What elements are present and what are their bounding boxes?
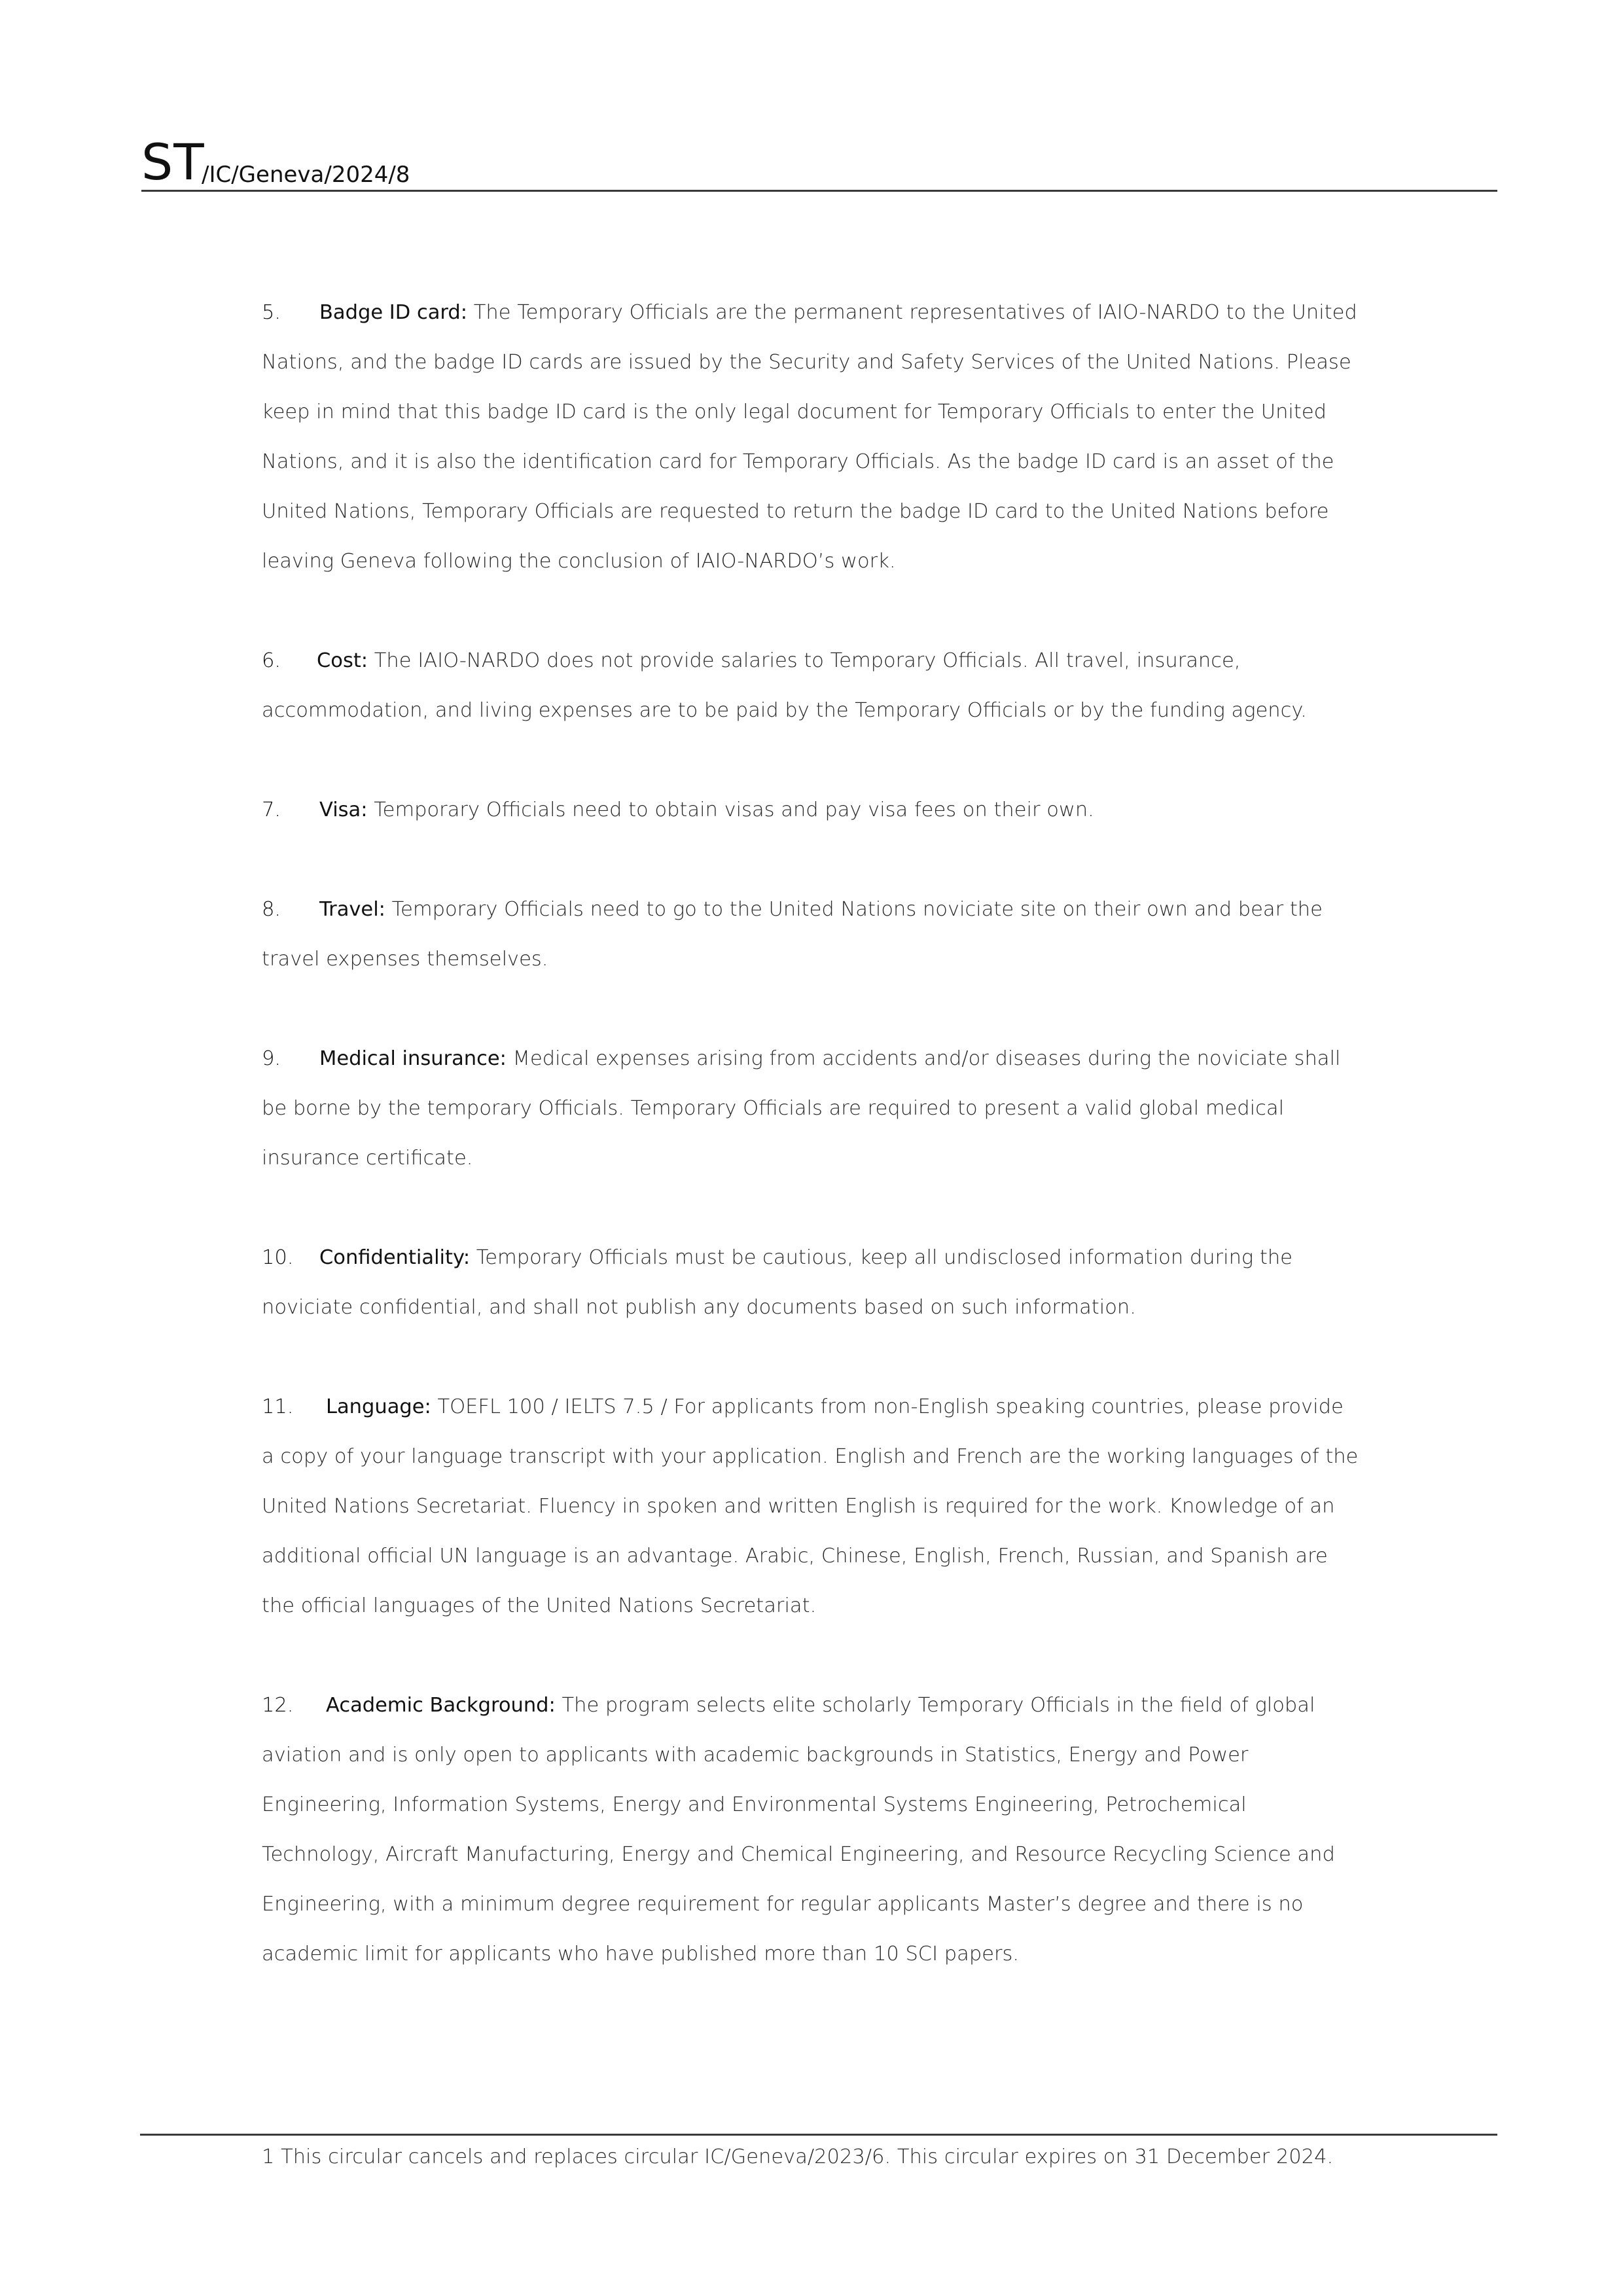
item-cost <box>262 636 1361 736</box>
item-title: Travel: <box>319 898 385 921</box>
item-text: The Temporary Officials are the permanent representatives of IAIO-NARDO to the United Nations, and the badge ID cards are issued by the Security and Safety Services of the United Nations. Please keep in mind that this badge ID card is the only legal document for Temporary Officials to enter the United Nations, and it is also the identification card for Temporary Officials. As the badge ID card is an asset of the United Nations, Temporary Officials are requested to return the badge ID card to the United Nations before leaving Geneva following the conclusion of IAIO-NARDO’s work. <box>262 301 1357 573</box>
item-medical-insurance <box>262 1034 1361 1183</box>
document-body <box>262 288 1361 2029</box>
item-number: 8. <box>262 898 281 921</box>
footnote: 1 This circular cancels and replaces circular IC/Geneva/2023/6. This circular expires on 31 December 2024. <box>262 2145 1334 2168</box>
item-title: Language: <box>326 1395 431 1418</box>
item-number: 5. <box>262 301 281 324</box>
item-number: 7. <box>262 798 281 821</box>
item-text: The IAIO-NARDO does not provide salaries to Temporary Officials. All travel, insurance, accommodation, and living expenses are to be paid by the Temporary Officials or by the funding agency. <box>262 649 1307 722</box>
item-number: 11. <box>262 1395 294 1418</box>
item-title: Confidentiality: <box>319 1246 471 1269</box>
item-title: Badge ID card: <box>319 301 468 324</box>
page-header <box>141 133 1497 192</box>
item-academic-background <box>262 1681 1361 1979</box>
item-text: Temporary Officials need to obtain visas and pay visa fees on their own. <box>374 798 1094 821</box>
item-number: 10. <box>262 1246 294 1269</box>
item-number: 6. <box>262 649 281 672</box>
item-number: 9. <box>262 1047 281 1070</box>
item-badge-id-card <box>262 288 1361 586</box>
item-title: Cost: <box>317 649 368 672</box>
item-text: Temporary Officials must be cautious, keep all undisclosed information during the noviciate confidential, and shall not publish any documents based on such information. <box>262 1246 1293 1319</box>
item-title: Medical insurance: <box>319 1047 507 1070</box>
item-text: Temporary Officials need to go to the United Nations noviciate site on their own and bear the travel expenses themselves. <box>262 898 1323 971</box>
document-symbol-main: ST <box>141 133 205 191</box>
document-symbol-sub: /IC/Geneva/2024/8 <box>202 162 410 188</box>
item-title: Visa: <box>319 798 368 821</box>
footnote-divider <box>140 2134 1497 2136</box>
item-text: Medical expenses arising from accidents and/or diseases during the noviciate shall be borne by the temporary Officials. Temporary Officials are required to present a valid global medical insurance certificate. <box>262 1047 1341 1170</box>
item-travel <box>262 885 1361 984</box>
item-number: 12. <box>262 1694 294 1717</box>
item-text: TOEFL 100 / IELTS 7.5 / For applicants from non-English speaking countries, please provide a copy of your language transcript with your application. English and French are the working languages of the United Nations Secretariat. Fluency in spoken and written English is required for the work. Knowledge of an additional official UN language is an advantage. Arabic, Chinese, English, French, Russian, and Spanish are the official languages of the United Nations Secretariat. <box>262 1395 1359 1617</box>
item-language <box>262 1382 1361 1631</box>
item-confidentiality <box>262 1233 1361 1333</box>
item-title: Academic Background: <box>326 1694 556 1717</box>
item-visa <box>262 785 1361 835</box>
item-text: The program selects elite scholarly Temporary Officials in the field of global aviation and is only open to applicants with academic backgrounds in Statistics, Energy and Power Engineering, Information Systems, Energy and Environmental Systems Engineering, Petrochemical Technology, Aircraft Manufacturing, Energy and Chemical Engineering, and Resource Recycling Science and Engineering, with a minimum degree requirement for regular applicants Master’s degree and there is no academic limit for applicants who have published more than 10 SCI papers. <box>262 1694 1335 1965</box>
